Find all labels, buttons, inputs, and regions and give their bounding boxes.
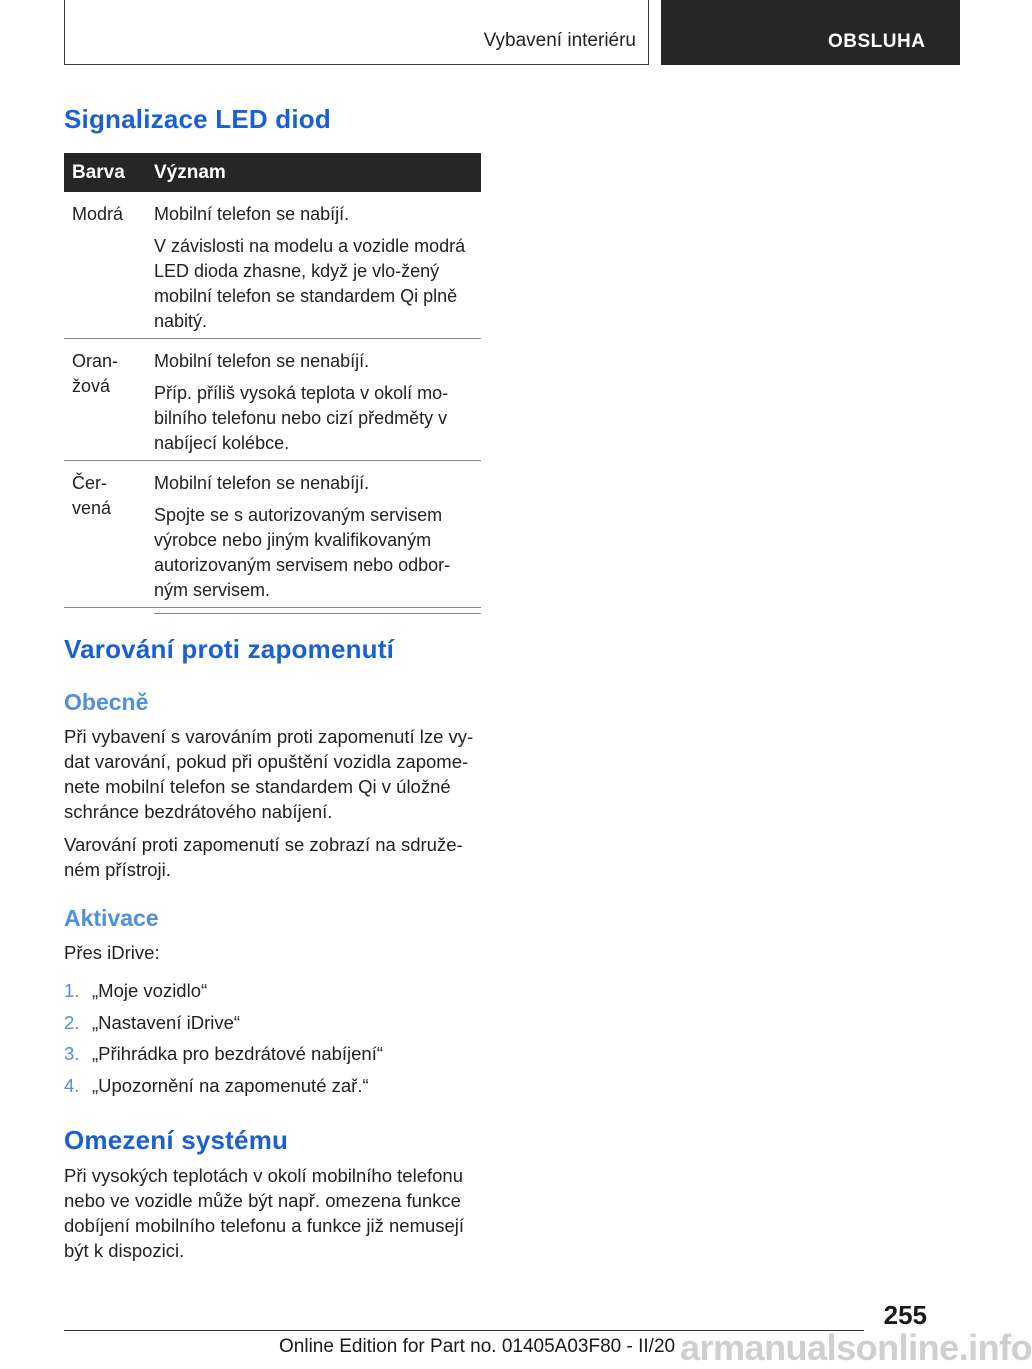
- meaning-line: Mobilní telefon se nabíjí.: [154, 204, 350, 224]
- meaning-line: Příp. příliš vysoká teplota v okolí mo-bilního telefonu nebo cizí předměty v nabíjecí kolébce.: [154, 383, 449, 453]
- footer-edition: Online Edition for Part no. 01405A03F80 - II/20: [279, 1336, 676, 1357]
- activation-subtitle: Aktivace: [64, 905, 159, 931]
- step-number: 2.: [64, 1011, 80, 1033]
- watermark: armanualsonline.info: [680, 1327, 1032, 1368]
- page-number: 255: [883, 1300, 927, 1330]
- step-label: „Moje vozidlo“: [92, 980, 208, 1001]
- list-item: [64, 1012, 484, 1044]
- paragraph: Při vybavení s varováním proti zapomenutí lze vy-dat varování, pokud při opuštění vozidla zapome-nete mobilní telefon se standardem Qi v úložné schránce bezdrátového nabíjení.: [64, 726, 474, 822]
- activation-intro: Přes iDrive:: [64, 942, 160, 963]
- header-section-title: Vybavení interiéru: [483, 30, 636, 51]
- step-number: 4.: [64, 1075, 80, 1097]
- limits-text: [64, 1163, 484, 1271]
- list-item: [64, 980, 484, 1012]
- table-row: [64, 192, 481, 339]
- step-label: „Přihrádka pro bezdrátové nabíjení“: [92, 1043, 384, 1065]
- led-section-title: Signalizace LED diod: [64, 104, 331, 134]
- activation-steps: [64, 980, 484, 1107]
- paragraph: Při vysokých teplotách v okolí mobilního telefonu nebo ve vozidle může být např. omezena funkce dobíjení mobilního telefonu a funkce již nemusejí být k dispozici.: [64, 1165, 465, 1261]
- step-label: „Nastavení iDrive“: [92, 1011, 241, 1033]
- meaning-line: V závislosti na modelu a vozidle modrá LED dioda zhasne, když je vlo-žený mobilní telefon se standardem Qi plně nabitý.: [154, 236, 466, 331]
- meaning-line: Mobilní telefon se nenabíjí.: [154, 351, 370, 371]
- step-number: 3.: [64, 1043, 80, 1065]
- row-color: Oran-žová: [72, 351, 119, 396]
- step-label: „Upozornění na zapomenuté zař.“: [92, 1075, 369, 1097]
- meaning-line: Mobilní telefon se nenabíjí.: [154, 473, 370, 493]
- list-item: [64, 1075, 484, 1107]
- paragraph: Varování proti zapomenutí se zobrazí na sdruže-ném přístroji.: [64, 834, 463, 880]
- col-header-meaning: Význam: [154, 162, 226, 183]
- row-color: Modrá: [72, 204, 124, 224]
- table-row: [64, 461, 481, 608]
- led-table-header: [64, 153, 481, 192]
- list-item: [64, 1043, 484, 1075]
- led-table: [64, 153, 481, 608]
- row-meaning: [154, 192, 481, 344]
- limits-section-title: Omezení systému: [64, 1125, 289, 1155]
- header-chapter-label: OBSLUHA: [828, 31, 926, 52]
- row-meaning: [154, 461, 481, 614]
- general-subtitle: Obecně: [64, 689, 149, 715]
- warning-section-title: Varování proti zapomenutí: [64, 634, 395, 664]
- step-number: 1.: [64, 980, 80, 1001]
- row-meaning: [154, 339, 481, 466]
- table-row: [64, 339, 481, 461]
- meaning-line: Spojte se s autorizovaným servisem výrobce nebo jiným kvalifikovaným autorizovaným servisem nebo odbor-ným servisem.: [154, 505, 451, 600]
- row-color: Čer-vená: [72, 473, 112, 518]
- header-section-box: [64, 0, 649, 65]
- general-text: [64, 724, 484, 890]
- header-chapter-tab: [661, 0, 960, 65]
- col-header-color: Barva: [72, 162, 125, 183]
